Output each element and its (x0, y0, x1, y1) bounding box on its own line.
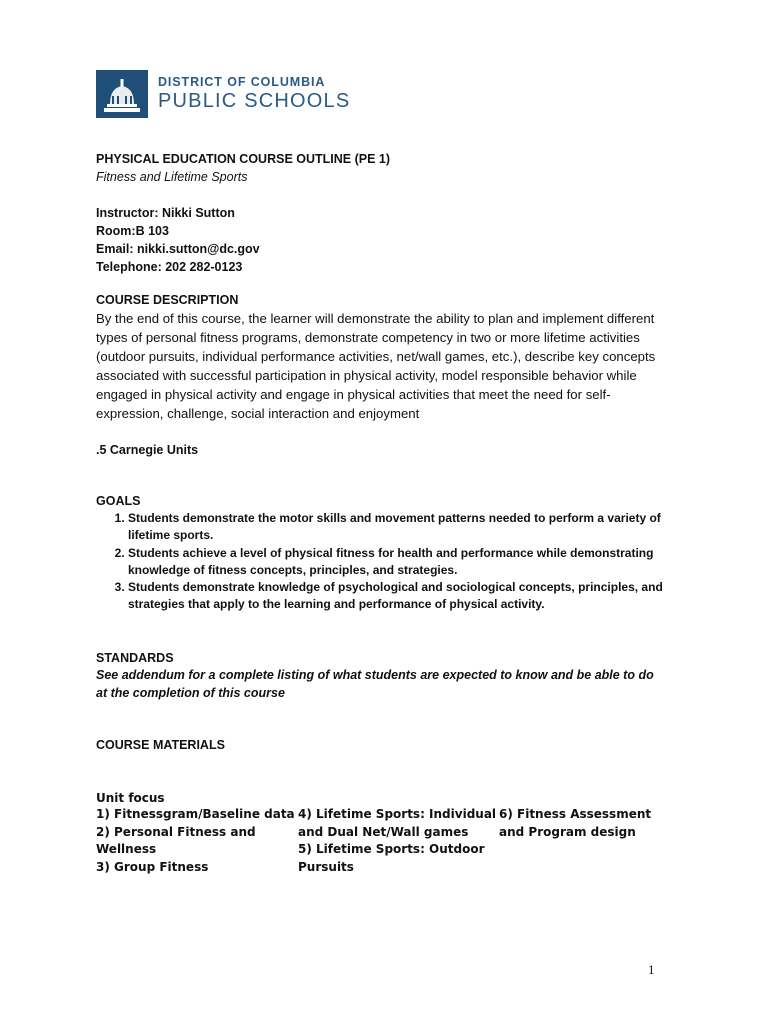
email-line: Email: nikki.sutton@dc.gov (96, 242, 260, 256)
capitol-dome-icon (96, 70, 148, 118)
unit-item: 1) Fitnessgram/Baseline data (96, 807, 295, 821)
unit-focus-columns (96, 806, 676, 876)
unit-item: 6) Fitness Assessment and Program design (499, 807, 652, 839)
carnegie-units: .5 Carnegie Units (96, 443, 199, 457)
unit-item: 4) Lifetime Sports: Individual and Dual Net/Wall games (298, 807, 497, 839)
unit-column-1 (96, 806, 298, 876)
course-description-heading: COURSE DESCRIPTION (96, 293, 239, 307)
logo-line-district: DISTRICT OF COLUMBIA (158, 75, 326, 89)
unit-item: 2) Personal Fitness and Wellness (96, 824, 256, 856)
standards-heading: STANDARDS (96, 651, 174, 665)
unit-focus-heading: Unit focus (96, 791, 165, 805)
page-number: 1 (648, 962, 655, 977)
unit-column-2 (298, 806, 499, 876)
unit-column-3 (499, 806, 669, 876)
dcps-logo (96, 70, 350, 118)
room-line: Room:B 103 (96, 224, 169, 238)
telephone-line: Telephone: 202 282-0123 (96, 260, 243, 274)
goals-list-container (96, 510, 686, 614)
document-subtitle: Fitness and Lifetime Sports (96, 170, 248, 184)
unit-item: 3) Group Fitness (96, 859, 209, 874)
goals-heading: GOALS (96, 494, 141, 508)
standards-text: See addendum for a complete listing of what students are expected to know and be able to do at the completion of this course (96, 668, 654, 700)
document-title: PHYSICAL EDUCATION COURSE OUTLINE (PE 1) (96, 152, 391, 166)
logo-wordmark (158, 75, 350, 113)
logo-line-schools: PUBLIC SCHOOLS (158, 90, 351, 112)
contact-block (96, 204, 686, 276)
instructor-line: Instructor: Nikki Sutton (96, 206, 235, 220)
goal-item: 3. Students demonstrate knowledge of psychological and sociological concepts, principles, and strategies that apply to the learning and performance of physical activity. (128, 579, 688, 614)
course-description-text: By the end of this course, the learner will demonstrate the ability to plan and implement different types of personal fitness programs, demonstrate competency in two or more lifetime activities (outdoor pursuits, individual performance activities, net/wall games, etc.), describe key concepts associated with successful participation in physical activity, model responsible behavior while engaged in physical activity and engage in physical activities that meet the need for self-expression, challenge, social interaction and enjoyment (96, 311, 656, 421)
unit-item: 5) Lifetime Sports: Outdoor Pursuits (298, 842, 485, 874)
goal-item: 1. Students demonstrate the motor skills and movement patterns needed to perform a variety of lifetime sports. (128, 510, 688, 545)
goal-item: 2. Students achieve a level of physical fitness for health and performance while demonstrating knowledge of fitness concepts, principles, and strategies. (128, 545, 688, 580)
course-materials-heading: COURSE MATERIALS (96, 738, 225, 752)
goals-list (96, 510, 688, 614)
